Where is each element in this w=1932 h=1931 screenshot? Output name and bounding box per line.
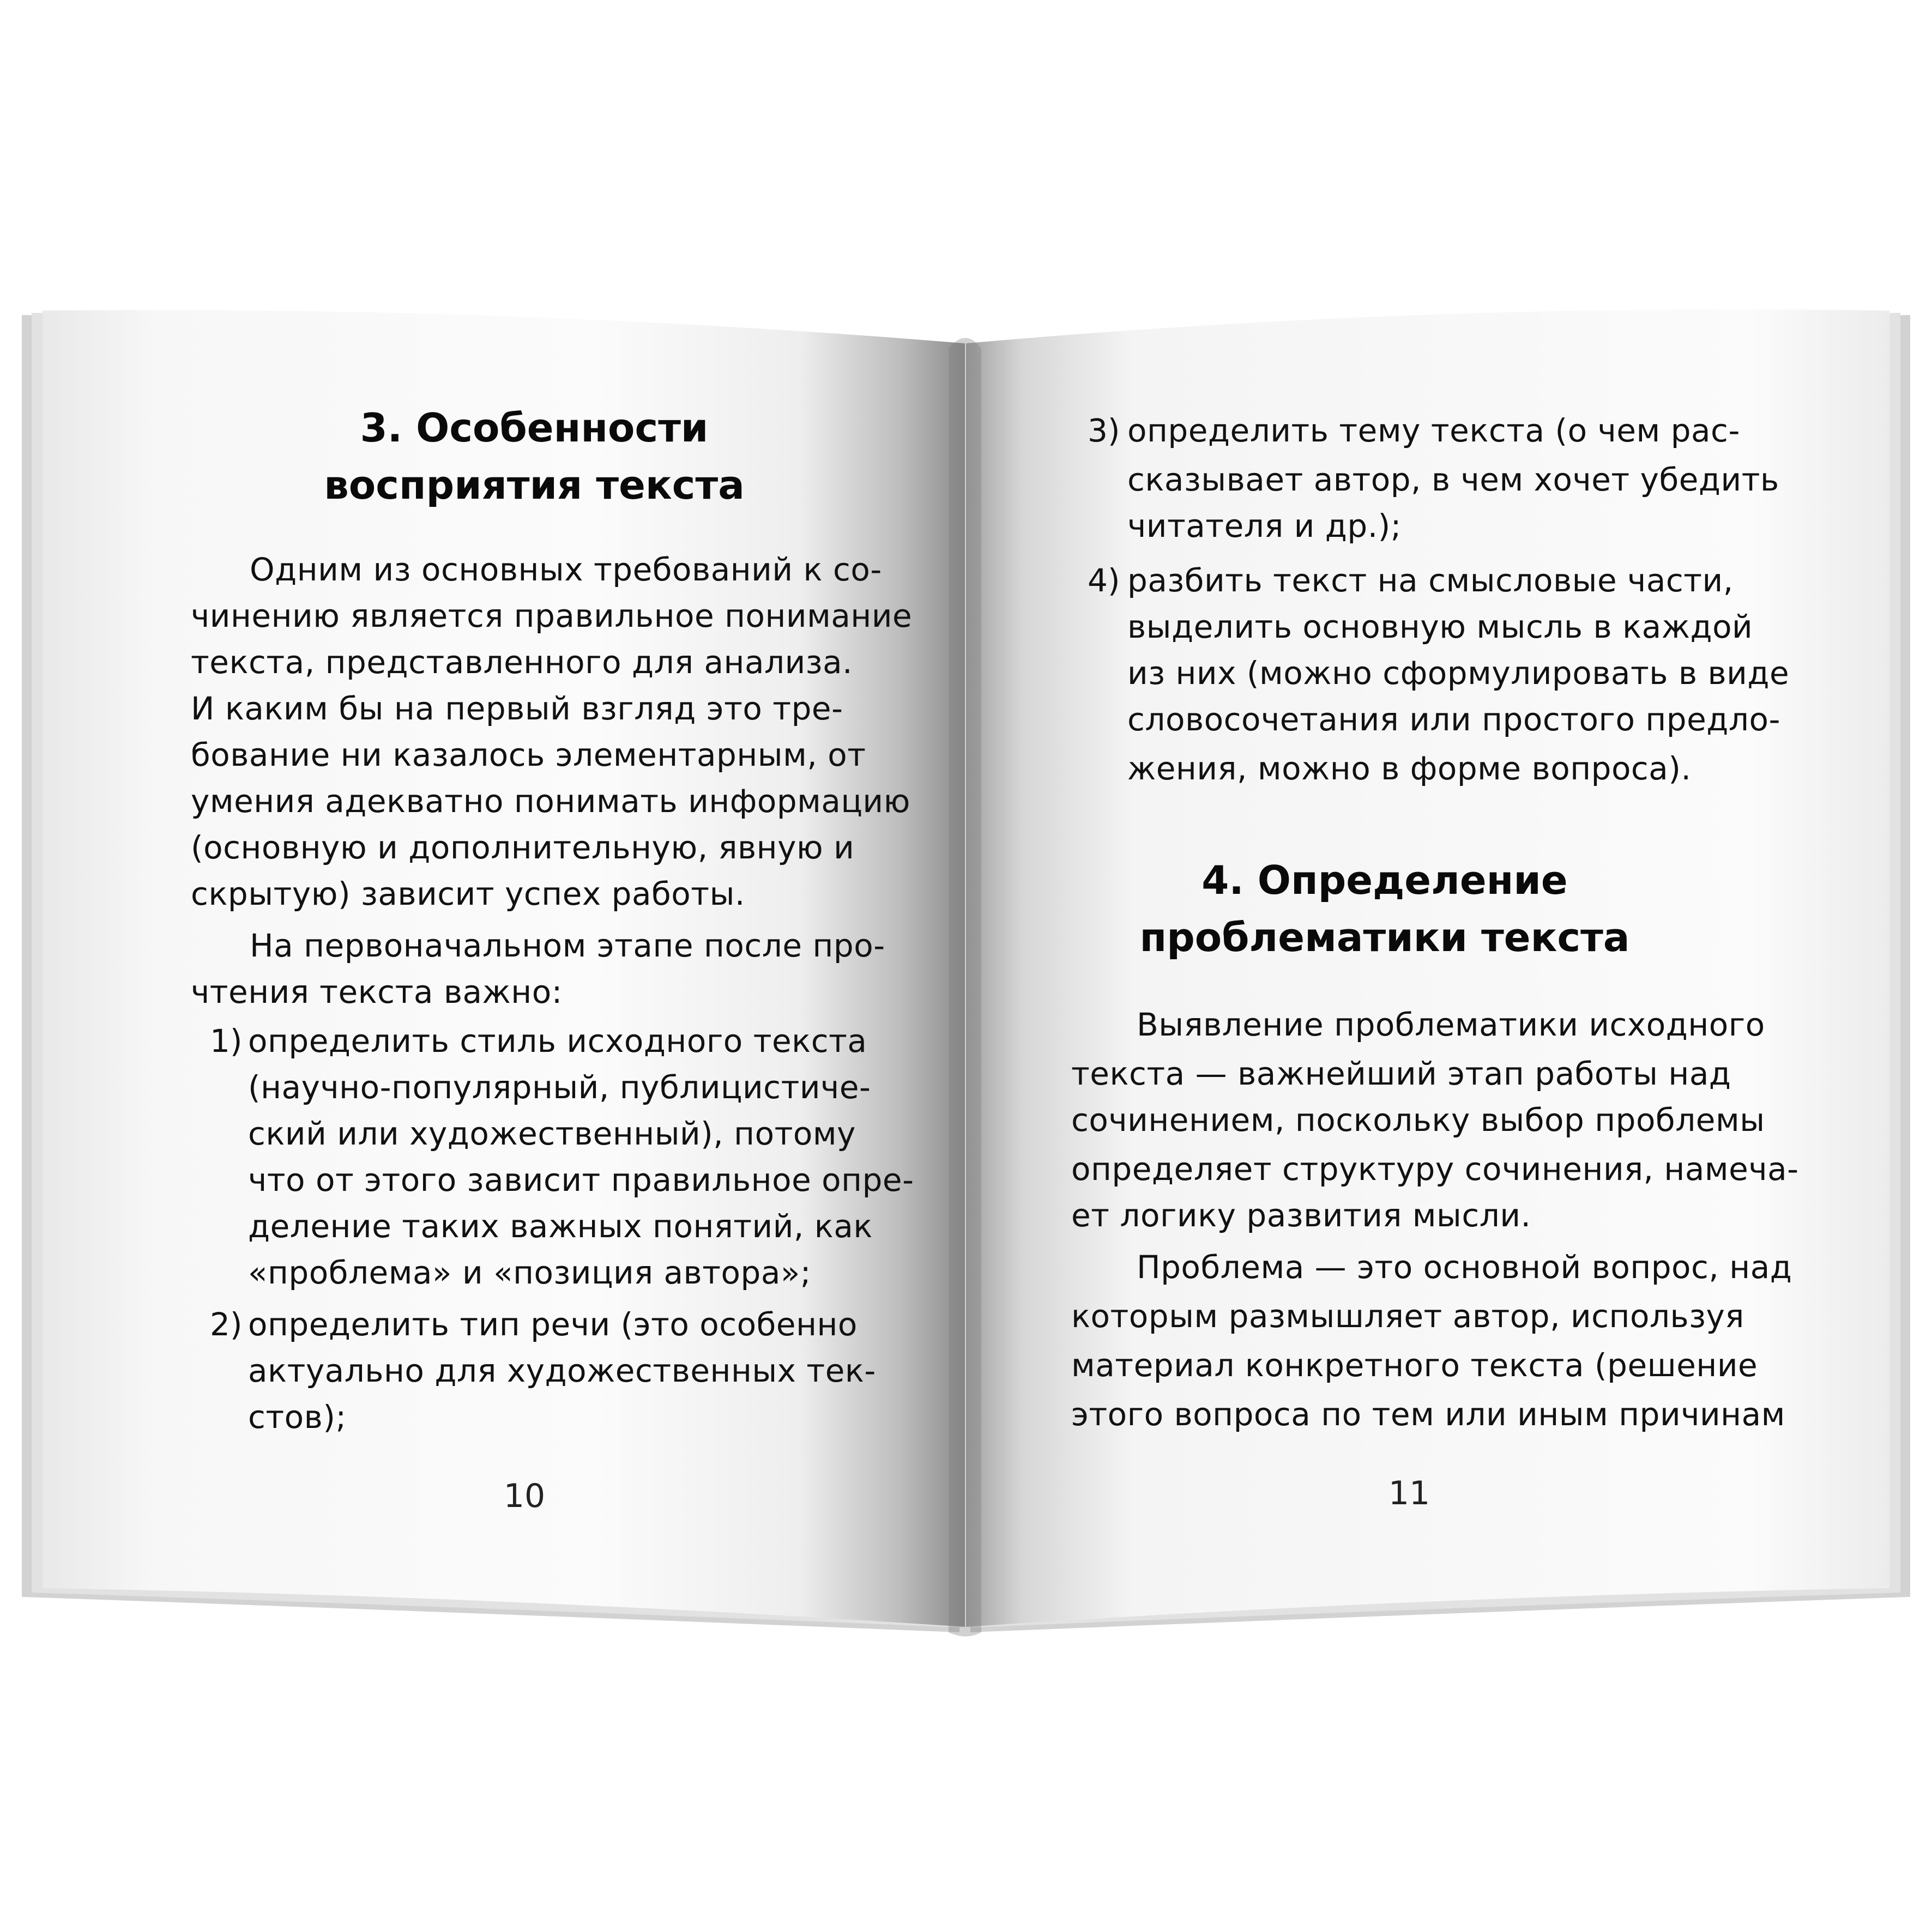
list-item-line: ский или художественный), потому <box>248 1115 856 1152</box>
left-paragraph-line: На первоначальном этапе после про- <box>250 927 885 964</box>
right-paragraph-line: этого вопроса по тем или иным причинам <box>1071 1396 1785 1433</box>
left-paragraph-line: И каким бы на первый взгляд это тре- <box>191 690 843 727</box>
right-paragraph-line: Проблема — это основной вопрос, над <box>1137 1249 1792 1286</box>
left-paragraph-line: (основную и дополнительную, явную и <box>191 829 855 866</box>
list-item-line: (научно-популярный, публицистиче- <box>248 1069 871 1106</box>
right-page-heading-line2: проблематики текста <box>1139 915 1630 960</box>
left-paragraph-line: текста, представленного для анализа. <box>191 644 853 681</box>
list-number: 4) <box>1088 562 1120 599</box>
list-item-line: словосочетания или простого предло- <box>1127 701 1780 738</box>
right-paragraph-line: материал конкретного текста (решение <box>1071 1347 1758 1384</box>
list-item-line: актуально для художественных тек- <box>248 1352 876 1389</box>
list-number: 3) <box>1088 412 1120 449</box>
right-paragraph-line: ет логику развития мысли. <box>1071 1197 1531 1234</box>
list-number: 1) <box>210 1022 243 1060</box>
list-item-line: стов); <box>248 1399 347 1436</box>
list-item-line: из них (можно сформулировать в виде <box>1127 655 1790 692</box>
left-paragraph-line: бование ни казалось элементарным, от <box>191 736 866 773</box>
list-item-line: что от этого зависит правильное опре- <box>248 1161 914 1198</box>
list-item-line: определить стиль исходного текста <box>248 1022 867 1060</box>
right-page-heading-line1: 4. Определение <box>1202 857 1568 903</box>
list-item-line: определить тип речи (это особенно <box>248 1306 858 1343</box>
list-number: 2) <box>210 1306 243 1343</box>
list-item-line: «проблема» и «позиция автора»; <box>248 1254 811 1291</box>
left-paragraph-line: умения адекватно понимать информацию <box>191 783 910 820</box>
left-page-heading-line1: 3. Особенности <box>360 405 709 451</box>
right-paragraph-line: определяет структуру сочинения, намеча- <box>1071 1151 1799 1188</box>
left-paragraph-line: скрытую) зависит успех работы. <box>191 875 745 912</box>
list-item-line: сказывает автор, в чем хочет убедить <box>1127 461 1779 498</box>
right-paragraph-line: текста — важнейший этап работы над <box>1071 1055 1731 1092</box>
right-paragraph-line: сочинением, поскольку выбор проблемы <box>1071 1101 1765 1139</box>
page-number-left: 10 <box>503 1477 546 1515</box>
list-item-line: жения, можно в форме вопроса). <box>1127 750 1692 787</box>
page-number-right: 11 <box>1388 1474 1430 1512</box>
list-item-line: определить тему текста (о чем рас- <box>1127 412 1740 449</box>
list-item-line: выделить основную мысль в каждой <box>1127 608 1753 645</box>
list-item-line: разбить текст на смысловые части, <box>1127 562 1734 599</box>
spine-shadow <box>949 338 981 1637</box>
left-paragraph-line: чтения текста важно: <box>191 973 563 1010</box>
left-paragraph-line: чинению является правильное понимание <box>191 597 913 634</box>
right-paragraph-line: Выявление проблематики исходного <box>1137 1006 1765 1043</box>
list-item-line: деление таких важных понятий, как <box>248 1208 873 1245</box>
list-item-line: читателя и др.); <box>1127 507 1402 544</box>
right-paragraph-line: которым размышляет автор, используя <box>1071 1298 1744 1335</box>
left-paragraph-line: Одним из основных требований к со- <box>250 551 882 588</box>
left-page-heading-line2: восприятия текста <box>324 462 745 508</box>
